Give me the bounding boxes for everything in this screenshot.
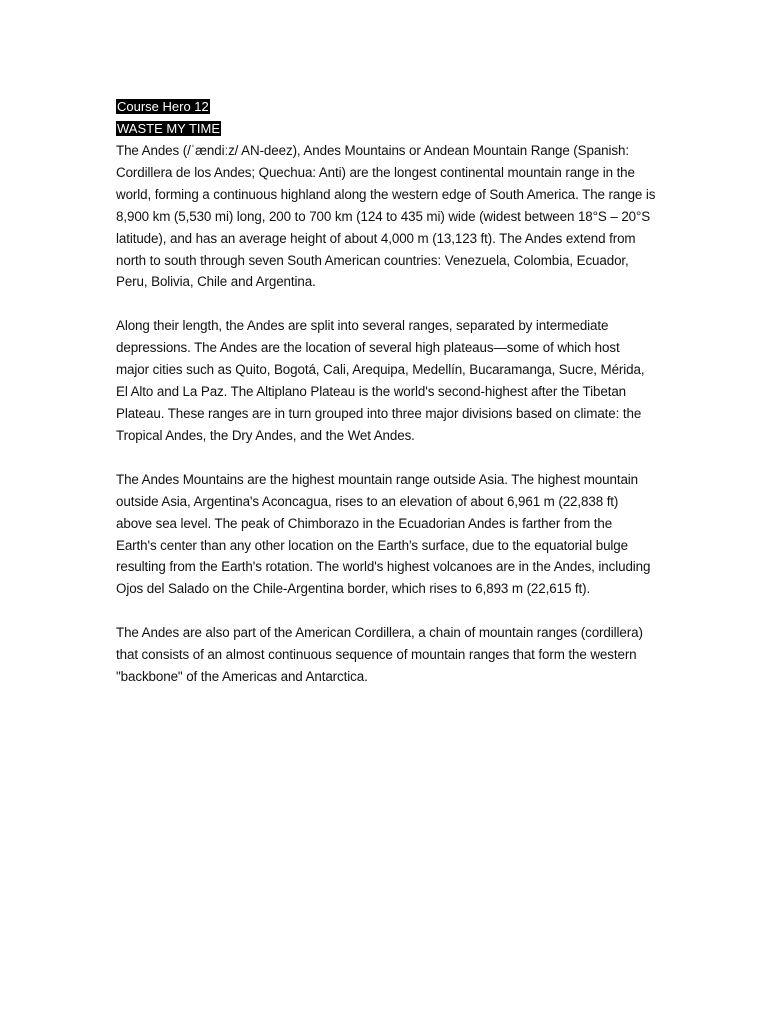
header-label-line-2	[116, 118, 656, 140]
paragraph-3: The Andes Mountains are the highest mountain range outside Asia. The highest mountain outside Asia, Argentina's Aconcagua, rises to an elevation of about 6,961 m (22,838 ft) above sea level. The peak of Chimborazo in the Ecuadorian Andes is farther from the Earth's center than any other location on the Earth's surface, due to the equatorial bulge resulting from the Earth's rotation. The world's highest volcanoes are in the Andes, including Ojos del Salado on the Chile-Argentina border, which rises to 6,893 m (22,615 ft).	[116, 471, 651, 597]
course-hero-label: Course Hero 12	[117, 99, 209, 114]
document-body	[116, 140, 656, 688]
header-label-line-1	[116, 96, 656, 118]
document-page	[116, 96, 656, 710]
paragraph-1: The Andes (/ˈændiːz/ AN-deez), Andes Mountains or Andean Mountain Range (Spanish: Cordillera de los Andes; Quechua: Anti) are the longest continental mountain range in the world, forming a continuous highland along the western edge of South America. The range is 8,900 km (5,530 mi) long, 200 to 700 km (124 to 435 mi) wide (widest between 18°S – 20°S latitude), and has an average height of about 4,000 m (13,123 ft). The Andes extend from north to south through seven South American countries: Venezuela, Colombia, Ecuador, Peru, Bolivia, Chile and Argentina.	[116, 143, 656, 290]
waste-my-time-label: WASTE MY TIME	[117, 121, 221, 136]
paragraph-2: Along their length, the Andes are split into several ranges, separated by intermediate depressions. The Andes are the location of several high plateaus—some of which host major cities such as Quito, Bogotá, Cali, Arequipa, Medellín, Bucaramanga, Sucre, Mérida, El Alto and La Paz. The Altiplano Plateau is the world's second-highest after the Tibetan Plateau. These ranges are in turn grouped into three major divisions based on climate: the Tropical Andes, the Dry Andes, and the Wet Andes.	[116, 318, 645, 443]
paragraph-4: The Andes are also part of the American Cordillera, a chain of mountain ranges (cordillera) that consists of an almost continuous sequence of mountain ranges that form the western "backbone" of the Americas and Antarctica.	[116, 625, 643, 685]
